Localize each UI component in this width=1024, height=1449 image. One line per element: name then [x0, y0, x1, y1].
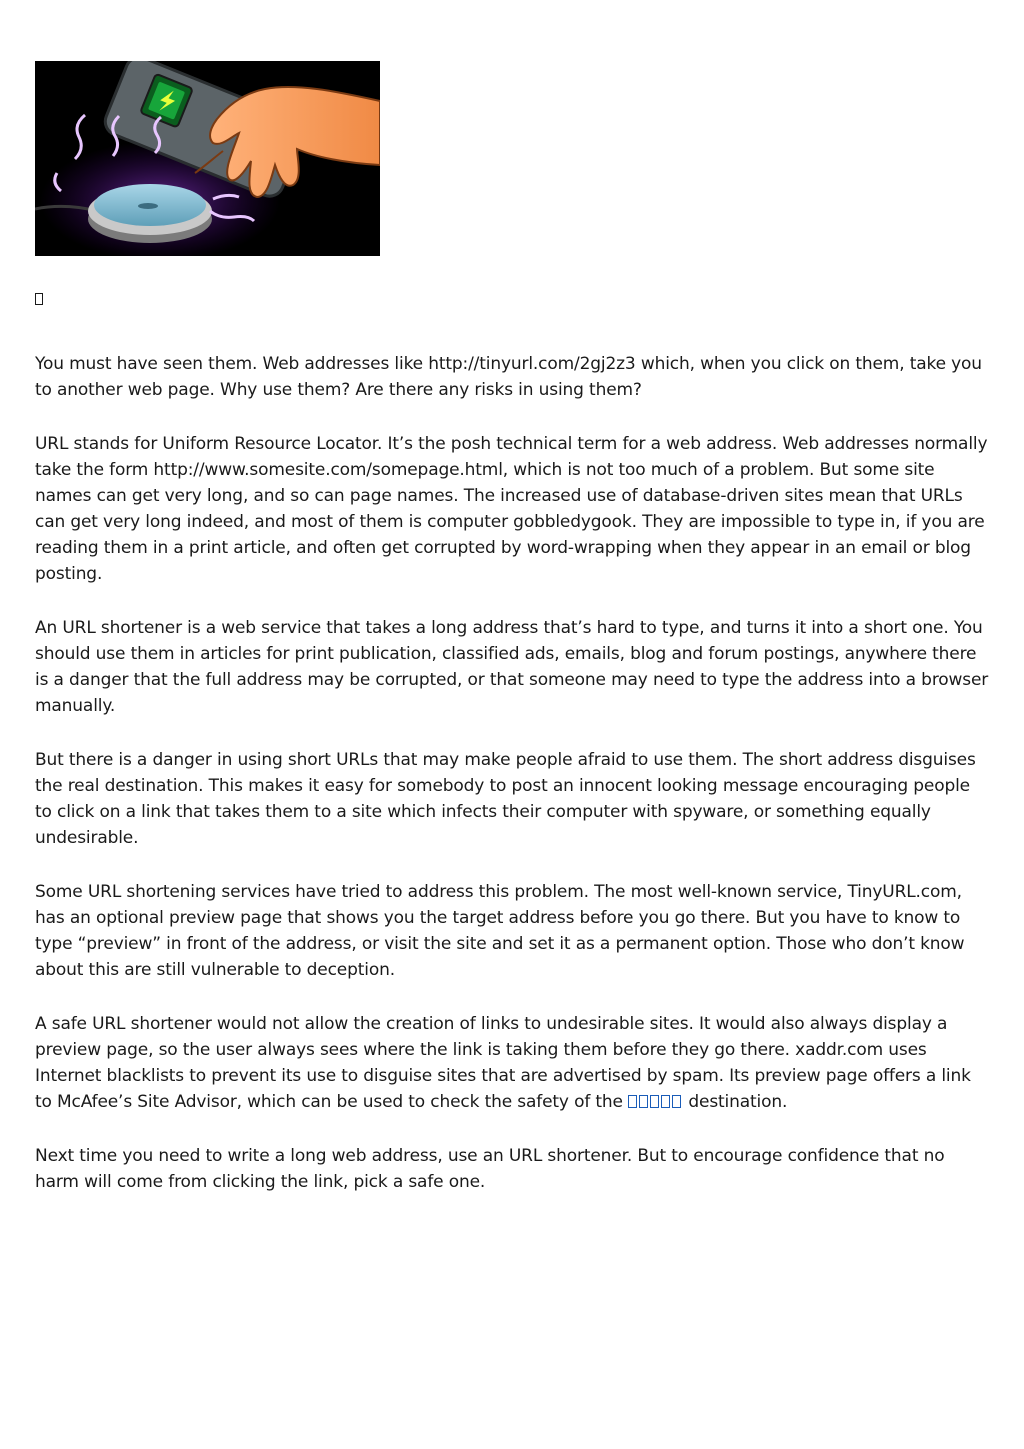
link-glyph-box — [639, 1095, 648, 1108]
paragraph-intro: You must have seen them. Web addresses like http://tinyurl.com/2gj2z3 which, when you click on them, take you to another web page. Why use them? Are there any risks in using them? — [35, 354, 982, 400]
destination-link[interactable] — [628, 1092, 683, 1112]
paragraph-preview-services: Some URL shortening services have tried to address this problem. The most well-known service, TinyURL.com, has an optional preview page that shows you the target address before you go there. But you have to know to type “preview” in front of the address, or visit the site and set it as a permanent option. Those who don’t know about this are still vulnerable to deception. — [35, 882, 965, 980]
link-glyph-box — [628, 1095, 637, 1108]
paragraph-conclusion: Next time you need to write a long web address, use an URL shortener. But to encourage confidence that no harm will come from clicking the link, pick a safe one. — [35, 1146, 945, 1192]
paragraph-safe-shortener-start: A safe URL shortener would not allow the creation of links to undesirable sites. It would also always display a preview page, so the user always sees where the link is taking them before they go there. xaddr.com uses Internet blacklists to prevent its use to disguise sites that are advertised by spam. Its preview page offers a link to McAfee’s Site Advisor, which can be used to check the safety of the — [35, 1014, 971, 1112]
paragraph-url-definition: URL stands for Uniform Resource Locator. It’s the posh technical term for a web address. Web addresses normally take the form http://www.somesite.com/somepage.html, which is not too much of a problem. But some site names can get very long, and so can page names. The increased use of database-driven sites mean that URLs can get very long indeed, and most of them is computer gobbledygook. They are impossible to type in, if you are reading them in a print article, and often get corrupted by word-wrapping when they appear in an email or blog posting. — [35, 434, 988, 584]
wireless-charging-illustration — [35, 61, 380, 256]
paragraph-url-shortener: An URL shortener is a web service that takes a long address that’s hard to type, and turns it into a short one. You should use them in articles for print publication, classified ads, emails, blog and forum postings, anywhere there is a danger that the full address may be corrupted, or that someone may need to type the address into a browser manually. — [35, 618, 989, 716]
missing-glyph-marker — [35, 293, 43, 305]
link-glyph-box — [650, 1095, 659, 1108]
link-glyph-box — [672, 1095, 681, 1108]
document-page — [35, 61, 990, 1223]
paragraph-danger: But there is a danger in using short URLs that may make people afraid to use them. The short address disguises the real destination. This makes it easy for somebody to post an innocent looking message encouraging people to click on a link that takes them to a site which infects their computer with spyware, or something equally undesirable. — [35, 750, 976, 848]
link-glyph-box — [661, 1095, 670, 1108]
paragraph-safe-shortener — [35, 1011, 990, 1115]
article-body — [35, 351, 990, 1195]
paragraph-safe-shortener-end: destination. — [683, 1092, 788, 1112]
